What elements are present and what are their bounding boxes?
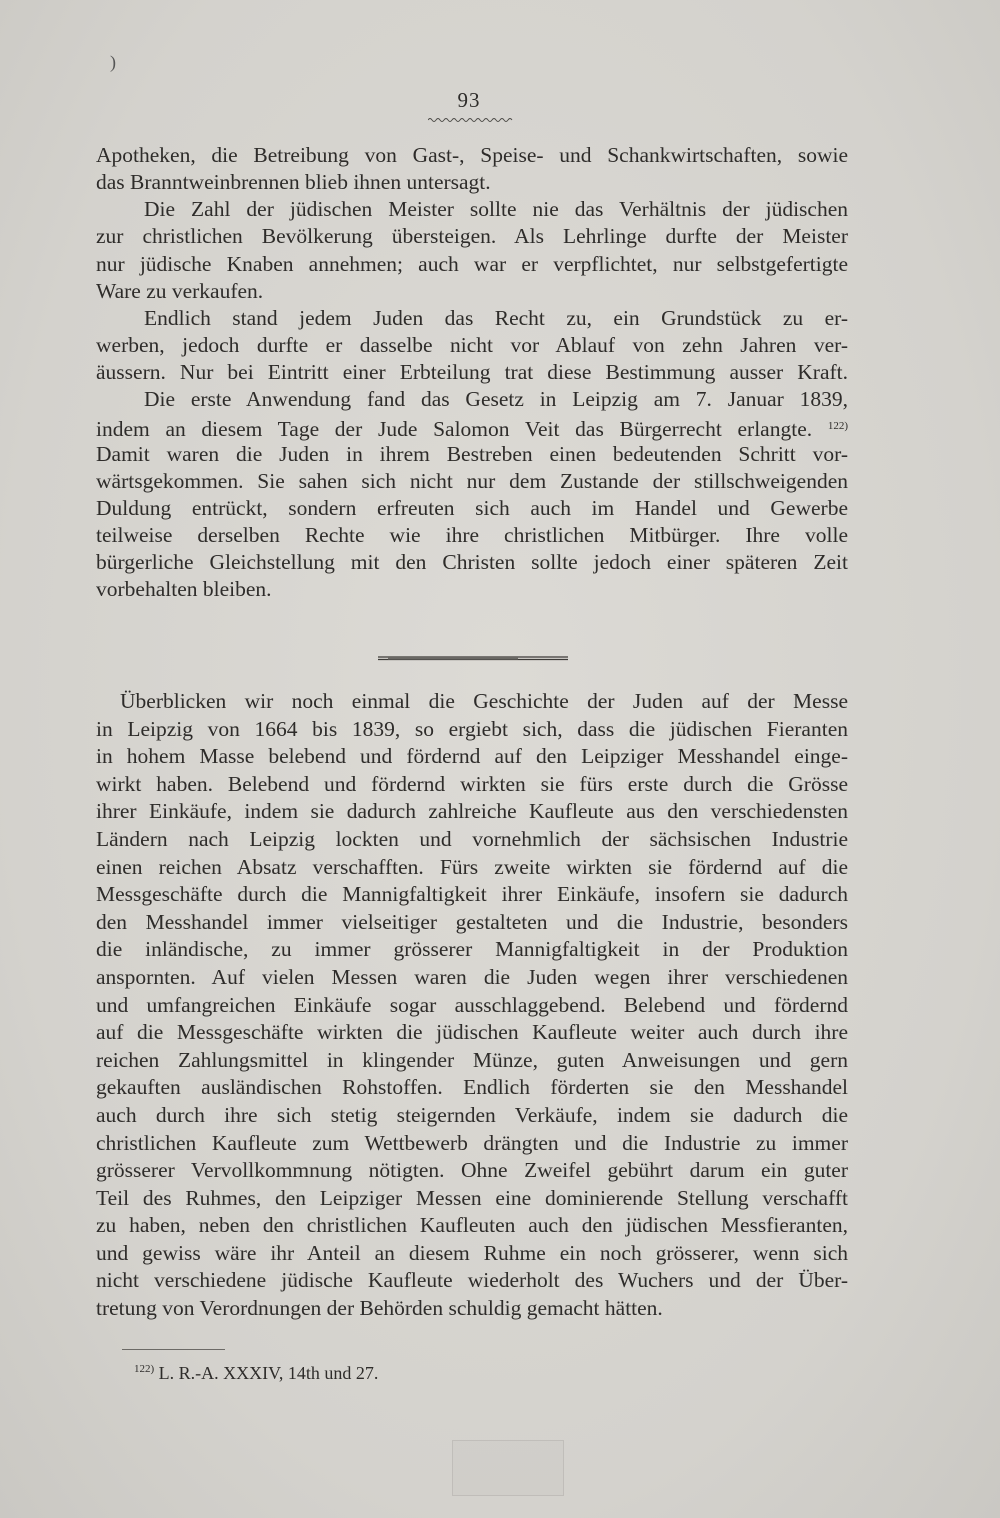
text-line: nicht verschiedene jüdische Kaufleute wiederholt des Wuchers und der Über- bbox=[96, 1268, 848, 1293]
text-line: teilweise derselben Rechte wie ihre christlichen Mitbürger. Ihre volle bbox=[96, 522, 848, 547]
text-line: vorbehalten bleiben. bbox=[96, 577, 272, 602]
text-line: Endlich stand jedem Juden das Recht zu, ein Grundstück zu er- bbox=[144, 305, 848, 330]
text-line: das Branntweinbrennen blieb ihnen untersagt. bbox=[96, 170, 491, 195]
text-line: Apotheken, die Betreibung von Gast-, Speise- und Schankwirtschaften, sowie bbox=[96, 143, 848, 167]
text-line: grösserer Vervollkommnung nötigten. Ohne Zweifel gebührt darum ein guter bbox=[96, 1158, 848, 1183]
text-line: nur jüdische Knaben annehmen; auch war er verpflichtet, nur selbstgefertigte bbox=[96, 251, 848, 276]
text-line: gekauften ausländischen Rohstoffen. Endlich förderten sie den Messhandel bbox=[96, 1075, 848, 1100]
text-line: werben, jedoch durfte er dasselbe nicht vor Ablauf von zehn Jahren ver- bbox=[96, 332, 848, 357]
text-line: wärtsgekommen. Sie sahen sich nicht nur dem Zustande der stillschweigenden bbox=[96, 468, 848, 493]
text-line: bürgerliche Gleichstellung mit den Christen sollte jedoch einer späteren Zeit bbox=[96, 550, 848, 575]
text-line: zur christlichen Bevölkerung übersteigen. Als Lehrlinge durfte der Meister bbox=[96, 224, 848, 249]
text-line: Die Zahl der jüdischen Meister sollte nie das Verhältnis der jüdischen bbox=[144, 197, 848, 222]
main-text-top bbox=[96, 142, 848, 603]
text-line: auch durch ihre sich stetig steigernden Verkäufe, indem sie dadurch die bbox=[96, 1102, 848, 1127]
text-line: Die erste Anwendung fand das Gesetz in Leipzig am 7. Januar 1839, bbox=[144, 387, 848, 412]
text-line: äussern. Nur bei Eintritt einer Erbteilung trat diese Bestimmung ausser Kraft. bbox=[96, 360, 848, 385]
text-line: die inländische, zu immer grösserer Mannigfaltigkeit in der Produktion bbox=[96, 937, 848, 962]
page-number: 93 bbox=[457, 88, 481, 112]
text-line: Messgeschäfte durch die Mannigfaltigkeit ihrer Einkäufe, insofern sie dadurch bbox=[96, 882, 848, 907]
text-line: wirkt haben. Belebend und fördernd wirkten sie fürs erste durch die Grösse bbox=[96, 771, 848, 796]
main-text-bottom bbox=[96, 688, 848, 1323]
text-line: christlichen Kaufleute zum Wettbewerb drängten und die Industrie zu immer bbox=[96, 1130, 848, 1155]
page-number-ornament bbox=[428, 117, 514, 123]
text-line: und umfangreichen Einkäufe sogar ausschlaggebend. Belebend und fördernd bbox=[96, 992, 848, 1017]
text-line: Ländern nach Leipzig lockten und vornehmlich der sächsischen Industrie bbox=[96, 826, 848, 851]
footnote-reference: 122) bbox=[827, 420, 848, 433]
text-line: in hohem Masse belebend und fördernd auf den Leipziger Messhandel einge- bbox=[96, 744, 848, 769]
text-line: den Messhandel immer vielseitiger gestalteten und die Industrie, besonders bbox=[96, 909, 848, 934]
text-line: reichen Zahlungsmittel in klingender Münze, guten Anweisungen und gern bbox=[96, 1047, 848, 1072]
section-divider bbox=[378, 655, 568, 661]
faded-library-stamp bbox=[452, 1440, 564, 1496]
text-line: Duldung entrückt, sondern erfreuten sich auch im Handel und Gewerbe bbox=[96, 495, 848, 520]
text-line: Ware zu verkaufen. bbox=[96, 278, 264, 303]
text-line-with-footnote-ref bbox=[96, 413, 848, 440]
text-line: Überblicken wir noch einmal die Geschichte der Juden auf der Messe bbox=[120, 689, 848, 713]
footnote-number: 122) bbox=[134, 1363, 155, 1375]
text-line: indem an diesem Tage der Jude Salomon Veit das Bürgerrecht erlangte. bbox=[96, 417, 813, 442]
footnote bbox=[134, 1356, 378, 1386]
text-line: einen reichen Absatz verschafften. Fürs zweite wirkten sie fördernd auf die bbox=[96, 854, 848, 879]
text-line: in Leipzig von 1664 bis 1839, so ergiebt sich, dass die jüdischen Fieranten bbox=[96, 716, 848, 741]
text-line: Teil des Ruhmes, den Leipziger Messen eine dominierende Stellung verschafft bbox=[96, 1185, 848, 1210]
footnote-rule bbox=[122, 1349, 225, 1350]
text-line: ihrer Einkäufe, indem sie dadurch zahlreiche Kaufleute aus den verschiedensten bbox=[96, 799, 848, 824]
footnote-text: L. R.-A. XXXIV, 14th und 27. bbox=[158, 1363, 379, 1383]
text-line: und gewiss wäre ihr Anteil an diesem Ruhme ein noch grösserer, wenn sich bbox=[96, 1240, 848, 1265]
text-line: anspornten. Auf vielen Messen waren die Juden wegen ihrer verschiedenen bbox=[96, 964, 848, 989]
text-line: auf die Messgeschäfte wirkten die jüdischen Kaufleute weiter auch durch ihre bbox=[96, 1020, 848, 1045]
text-line: tretung von Verordnungen der Behörden schuldig gemacht hätten. bbox=[96, 1296, 663, 1321]
text-line: Damit waren die Juden in ihrem Bestreben einen bedeutenden Schritt vor- bbox=[96, 441, 848, 466]
margin-mark: ) bbox=[110, 52, 116, 72]
text-line: zu haben, neben den christlichen Kaufleuten auch den jüdischen Messfieranten, bbox=[96, 1213, 848, 1238]
